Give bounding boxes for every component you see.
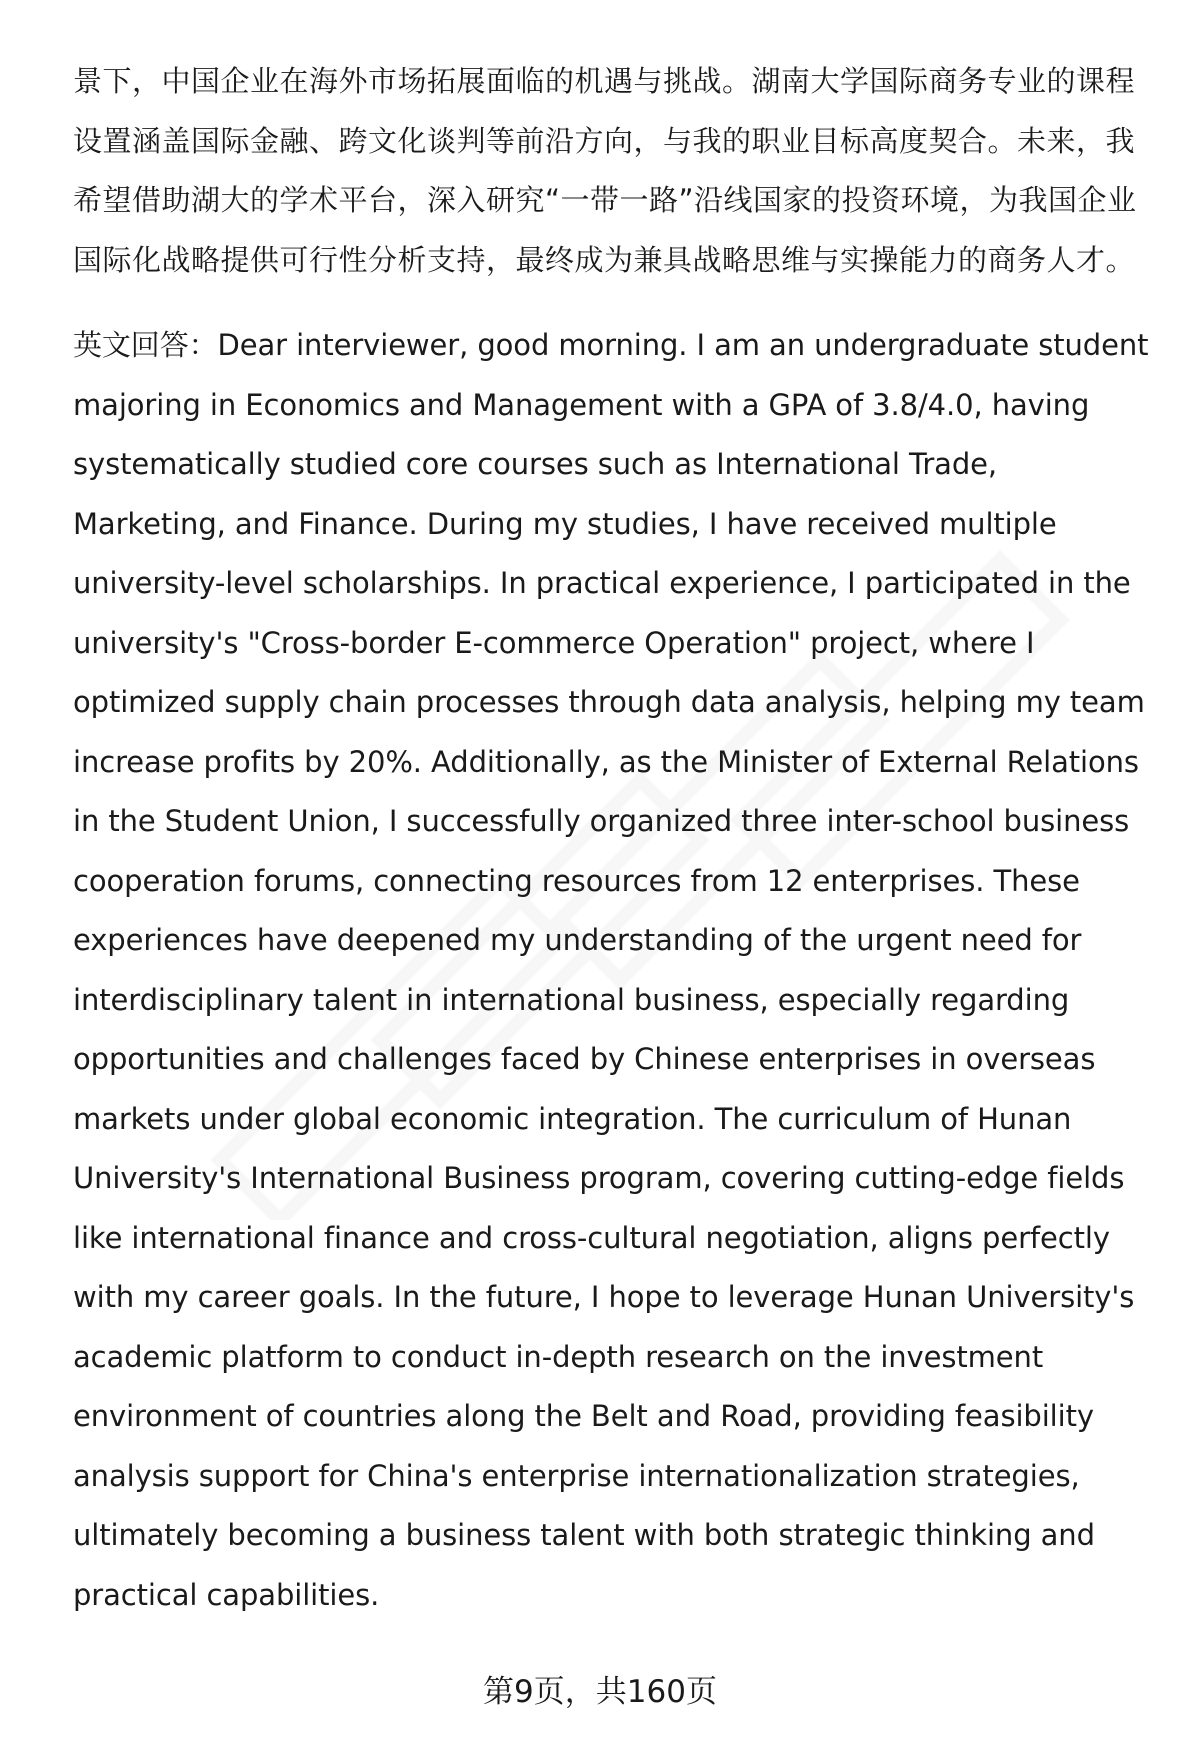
english-answer-paragraph [73,316,1153,1625]
document-body [73,52,1153,1625]
english-answer-text: Dear interviewer, good morning. I am an undergraduate student majoring in Economics and Management with a GPA of 3.8/4.0, having systematically studied core courses such as International Trade, Marketing, and Finance. During my studies, I have received multiple university-level scholarships. In practical experience, I participated in the university's "Cross-border E-commerce Operation" project, where I optimized supply chain processes through data analysis, helping my team increase profits by 20%. Additionally, as the Minister of External Relations in the Student Union, I successfully organized three inter-school business cooperation forums, connecting resources from 12 enterprises. These experiences have deepened my understanding of the urgent need for interdisciplinary talent in international business, especially regarding opportunities and challenges faced by Chinese enterprises in overseas markets under global economic integration. The curriculum of Hunan University's International Business program, covering cutting-edge fields like international finance and cross-cultural negotiation, aligns perfectly with my career goals. In the future, I hope to leverage Hunan University's academic platform to conduct in-depth research on the investment environment of countries along the Belt and Road, providing feasibility analysis support for China's enterprise internationalization strategies, ultimately becoming a business talent with both strategic thinking and practical capabilities. [73,328,1149,1612]
page-number-footer: 第9页，共160页 [483,1674,717,1710]
english-answer-label: 英文回答： [73,328,218,362]
chinese-answer-paragraph: 景下，中国企业在海外市场拓展面临的机遇与挑战。湖南大学国际商务专业的课程设置涵盖国际金融、跨文化谈判等前沿方向，与我的职业目标高度契合。未来，我希望借助湖大的学术平台，深入研究“一带一路”沿线国家的投资环境，为我国企业国际化战略提供可行性分析支持，最终成为兼具战略思维与实操能力的商务人才。 [73,64,1137,277]
